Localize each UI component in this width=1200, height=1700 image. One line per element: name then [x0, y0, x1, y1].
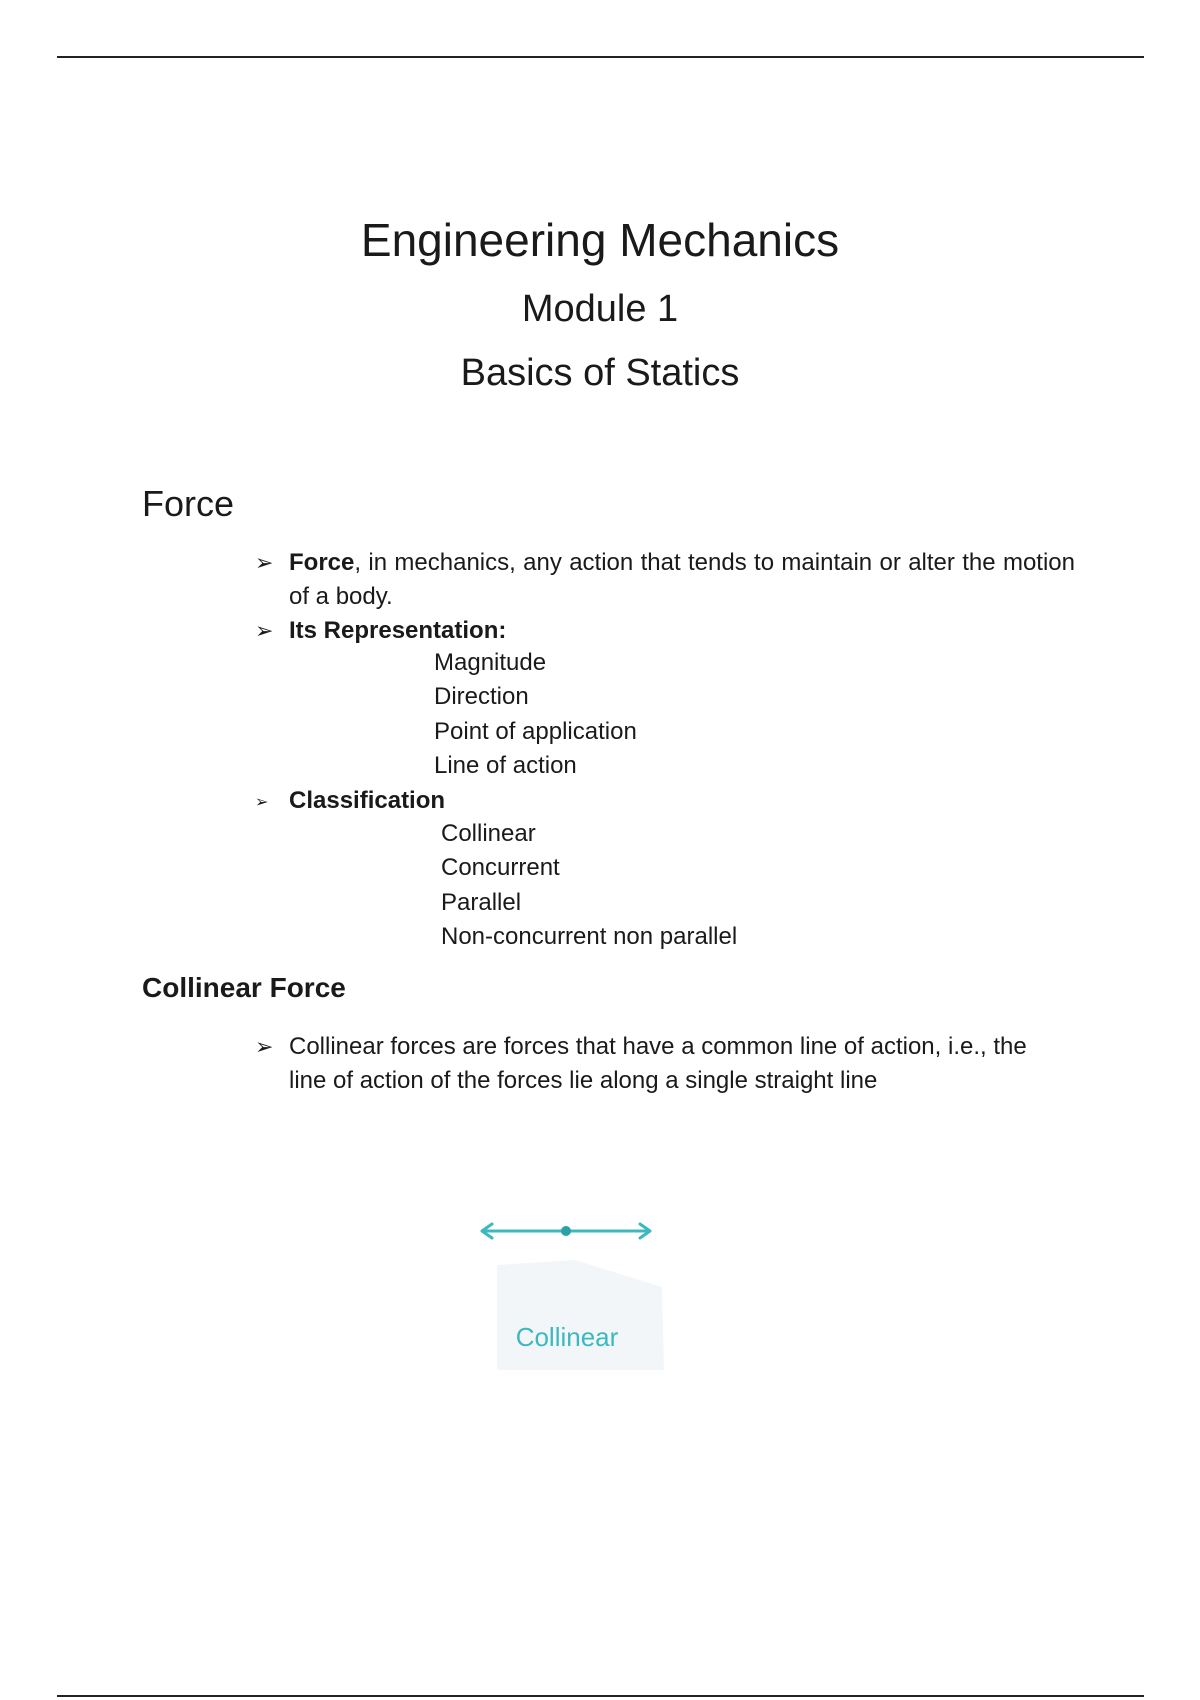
list-item: Concurrent: [441, 854, 560, 882]
list-item: Point of application: [434, 717, 637, 745]
arrowhead-bullet-icon: ➢: [255, 1034, 274, 1059]
collinear-force-figure: [462, 1165, 672, 1370]
point-of-application: [561, 1226, 571, 1236]
figure-background-shape: [497, 1260, 664, 1370]
module-label: Module 1: [521, 288, 679, 330]
list-item: Line of action: [434, 751, 577, 779]
representation-label: Its Representation:: [289, 617, 507, 644]
bullet-representation: [255, 614, 1075, 648]
top-rule: [57, 56, 1144, 58]
arrowhead-bullet-icon: ➢: [255, 550, 274, 575]
classification-label: Classification: [289, 787, 446, 814]
representation-list: [434, 646, 637, 783]
list-item: Non-concurrent non parallel: [441, 922, 738, 950]
list-item: Parallel: [441, 888, 522, 916]
collinear-description-text: Collinear forces are forces that have a common line of action, i.e., the line of action of the forces lie along a single straight line: [289, 1033, 1027, 1094]
classification-list: [441, 817, 737, 954]
arrowhead-bullet-icon: ➢: [255, 618, 274, 643]
force-definition-body: , in mechanics, any action that tends to maintain or alter the motion of a body.: [289, 549, 1075, 610]
subject-title: Basics of Statics: [460, 352, 740, 394]
list-item: Magnitude: [434, 649, 547, 676]
document-title: Engineering Mechanics: [360, 214, 840, 266]
title-block: [0, 212, 1200, 396]
bullet-collinear-description: [255, 1030, 1055, 1098]
bullet-force-definition: [255, 546, 1075, 614]
force-definition-text: [289, 546, 1075, 614]
list-item: Collinear: [441, 820, 536, 847]
section-heading-collinear-force: Collinear Force: [142, 972, 346, 1003]
bullet-classification: [255, 784, 1075, 818]
figure-caption: Collinear: [515, 1322, 619, 1352]
section-heading-force: Force: [142, 483, 235, 524]
bottom-rule: [57, 1695, 1144, 1697]
list-item: Direction: [434, 683, 529, 711]
force-definition-term: Force: [289, 549, 355, 576]
small-arrowhead-bullet-icon: ➢: [255, 794, 269, 811]
